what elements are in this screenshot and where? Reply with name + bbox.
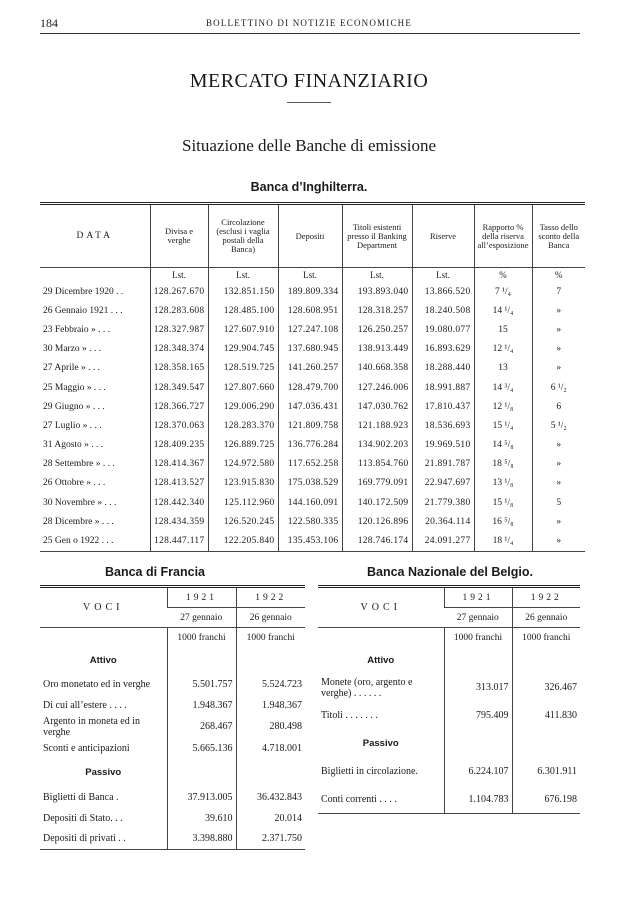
table-row	[40, 436, 585, 455]
table-row	[40, 531, 585, 551]
table-cell: 132.851.150	[208, 282, 278, 301]
section-heading-belgio: Banca Nazionale del Belgio.	[366, 565, 533, 579]
table-belgio	[318, 585, 580, 814]
row-label: Titoli . . . . . . .	[321, 710, 378, 721]
unit-cell: 1000 franchi	[167, 628, 236, 648]
table-row	[40, 474, 585, 493]
table-row	[40, 416, 585, 435]
table-row	[40, 455, 585, 474]
unit-cell: %	[474, 268, 532, 283]
table-cell: »	[532, 359, 585, 378]
table-cell: 126.250.257	[342, 320, 412, 339]
value-1921: 3.398.880	[167, 829, 236, 850]
col-header-depositi: Depositi	[278, 204, 342, 268]
table-francia	[40, 585, 305, 850]
value-1922: 2.371.750	[236, 829, 305, 850]
table-row	[318, 786, 580, 814]
col-header-rapporto: Rapporto % della riserva all’esposizione	[474, 204, 532, 268]
table-cell: 128.608.951	[278, 301, 342, 320]
empty-cell	[512, 648, 580, 674]
row-label: Conti correnti . . . .	[318, 786, 444, 814]
value-1922: 676.198	[512, 786, 580, 814]
title-rule	[287, 102, 331, 103]
table-cell: 7	[532, 282, 585, 301]
row-label: Depositi di privati . .	[40, 829, 167, 850]
table-cell: 128.485.100	[208, 301, 278, 320]
table-cell: 21.779.380	[412, 493, 474, 512]
value-1921: 37.913.005	[167, 787, 236, 808]
table-cell: 5	[532, 493, 585, 512]
table-cell: 120.126.896	[342, 512, 412, 531]
table-cell: 127.247.108	[278, 320, 342, 339]
table-cell: 7 ¹/₄	[474, 282, 532, 301]
page-title: MERCATO FINANZIARIO	[189, 70, 429, 92]
row-date: 28 Settembre » . . .	[43, 459, 115, 470]
col-header-year-1921: 1921	[167, 587, 236, 608]
table-cell: 128.413.527	[150, 474, 208, 493]
table-row	[40, 716, 305, 738]
row-date: 23 Febbraio » . . .	[43, 324, 111, 335]
table-cell: 14 ³/₄	[474, 378, 532, 397]
table-cell: 123.915.830	[208, 474, 278, 493]
table-row	[40, 674, 305, 695]
table-cell: 124.972.580	[208, 455, 278, 474]
table-row	[318, 758, 580, 786]
row-label: Di cui all’estere . . . .	[43, 699, 127, 711]
table-cell: 12 ¹/₄	[474, 340, 532, 359]
unit-cell: 1000 franchi	[444, 628, 512, 648]
unit-cell: Lst.	[342, 268, 412, 283]
table-row	[40, 808, 305, 829]
table-cell: 21.891.787	[412, 455, 474, 474]
table-cell: 19.969.510	[412, 436, 474, 455]
table-cell: »	[532, 340, 585, 359]
table-cell: 18.288.440	[412, 359, 474, 378]
col-header-circolazione: Circolazione (esclusi i vaglia postali della Banca)	[208, 204, 278, 268]
table-cell: 24.091.277	[412, 531, 474, 551]
table-cell: 126.889.725	[208, 436, 278, 455]
row-date: 27 Aprile » . . .	[43, 363, 100, 374]
value-1922: 6.301.911	[512, 758, 580, 786]
table-cell: 18.991.887	[412, 378, 474, 397]
value-1922: 280.498	[236, 716, 305, 738]
table-row	[318, 702, 580, 730]
table-cell: 13	[474, 359, 532, 378]
table-cell: 140.172.509	[342, 493, 412, 512]
row-date: 29 Giugno » . . .	[43, 401, 105, 412]
table-cell: 129.006.290	[208, 397, 278, 416]
table-cell: 18.536.693	[412, 416, 474, 435]
table-cell: 128.442.340	[150, 493, 208, 512]
empty-cell	[444, 730, 512, 758]
row-date: 30 Novembre » . . .	[43, 497, 117, 508]
table-row	[40, 320, 585, 339]
value-1921: 6.224.107	[444, 758, 512, 786]
table-cell: 13 ¹/₈	[474, 474, 532, 493]
table-cell: 20.364.114	[412, 512, 474, 531]
table-cell: 128.283.608	[150, 301, 208, 320]
value-1921: 1.948.367	[167, 695, 236, 716]
value-1921: 795.409	[444, 702, 512, 730]
unit-cell: 1000 franchi	[236, 628, 305, 648]
attivo-label: Attivo	[89, 655, 117, 666]
col-header-year-1922: 1922	[512, 587, 580, 608]
running-title: BOLLETTINO DI NOTIZIE ECONOMICHE	[205, 18, 413, 28]
table-cell: 122.580.335	[278, 512, 342, 531]
unit-cell: Lst.	[208, 268, 278, 283]
table-cell: 128.348.374	[150, 340, 208, 359]
section-heading-inghilterra: Banca d’Inghilterra.	[250, 180, 368, 194]
section-heading-francia: Banca di Francia	[104, 565, 206, 579]
value-1921: 268.467	[167, 716, 236, 738]
table-cell: 6	[532, 397, 585, 416]
table-cell: 128.358.165	[150, 359, 208, 378]
table-cell: 127.807.660	[208, 378, 278, 397]
unit-cell: Lst.	[278, 268, 342, 283]
table-cell: 128.349.547	[150, 378, 208, 397]
table-cell: »	[532, 474, 585, 493]
table-cell: »	[532, 436, 585, 455]
table-cell: 122.205.840	[208, 531, 278, 551]
col-header-voci: VOCI	[318, 587, 444, 628]
row-date: 25 Gen o 1922 . . .	[40, 531, 150, 551]
col-header-tasso: Tasso dello sconto della Banca	[532, 204, 585, 268]
table-cell: 13.866.520	[412, 282, 474, 301]
table-cell: 17.810.437	[412, 397, 474, 416]
value-1922: 411.830	[512, 702, 580, 730]
table-row	[40, 493, 585, 512]
table-cell: 127.246.006	[342, 378, 412, 397]
table-cell: 144.160.091	[278, 493, 342, 512]
table-cell: 128.366.727	[150, 397, 208, 416]
value-1921: 5.665.136	[167, 738, 236, 759]
col-header-riserve: Riserve	[412, 204, 474, 268]
row-label: Depositi di Stato. . .	[43, 812, 123, 824]
table-cell: 128.409.235	[150, 436, 208, 455]
table-cell: 18 ⁵/₈	[474, 455, 532, 474]
table-cell: 121.809.758	[278, 416, 342, 435]
col-header-voci: VOCI	[40, 587, 167, 628]
col-header-divisa: Divisa e verghe	[150, 204, 208, 268]
col-header-date-2: 26 gennaio	[512, 608, 580, 628]
table-cell: 6 ¹/₂	[532, 378, 585, 397]
table-cell: 15	[474, 320, 532, 339]
table-row	[40, 738, 305, 759]
attivo-label: Attivo	[367, 655, 395, 666]
empty-cell	[318, 628, 444, 648]
empty-cell	[167, 759, 236, 787]
table-cell: 193.893.040	[342, 282, 412, 301]
table-cell: 129.904.745	[208, 340, 278, 359]
row-label: Monete (oro, argento e verghe) . . . . . .	[321, 676, 413, 699]
table-cell: »	[532, 320, 585, 339]
table-row	[40, 512, 585, 531]
col-header-date-1: 27 gennaio	[167, 608, 236, 628]
unit-cell: 1000 franchi	[512, 628, 580, 648]
units-row	[40, 628, 305, 648]
units-row	[318, 628, 580, 648]
table-cell: 16 ⁵/₈	[474, 512, 532, 531]
table-cell: 15 ¹/₄	[474, 416, 532, 435]
table-cell: 169.779.091	[342, 474, 412, 493]
value-1922: 20.014	[236, 808, 305, 829]
table-cell: 128.327.987	[150, 320, 208, 339]
table-cell: 128.318.257	[342, 301, 412, 320]
attivo-header-row	[40, 648, 305, 674]
table-cell: 138.913.449	[342, 340, 412, 359]
table-cell: 128.370.063	[150, 416, 208, 435]
table-row	[40, 359, 585, 378]
table-cell: »	[532, 512, 585, 531]
table-cell: 128.283.370	[208, 416, 278, 435]
table-cell: 175.038.529	[278, 474, 342, 493]
row-label: Argento in moneta ed in verghe	[43, 715, 141, 738]
row-date: 26 Ottobre » . . .	[43, 478, 106, 489]
col-header-data: DATA	[40, 204, 150, 268]
empty-cell	[236, 759, 305, 787]
unit-cell: %	[532, 268, 585, 283]
table-inghilterra	[40, 202, 585, 552]
value-1922: 4.718.001	[236, 738, 305, 759]
table-cell: 16.893.629	[412, 340, 474, 359]
table-cell: 147.036.431	[278, 397, 342, 416]
table-cell: 147.030.762	[342, 397, 412, 416]
table-row	[40, 378, 585, 397]
table-cell: 5 ¹/₂	[532, 416, 585, 435]
table-cell: 121.188.923	[342, 416, 412, 435]
passivo-header-row	[318, 730, 580, 758]
value-1921: 313.017	[444, 674, 512, 702]
table-cell: 128.434.359	[150, 512, 208, 531]
table-row	[40, 787, 305, 808]
row-date: 26 Gennaio 1921 . . .	[43, 305, 123, 316]
empty-cell	[167, 648, 236, 674]
col-header-date-2: 26 gennaio	[236, 608, 305, 628]
row-date: 25 Maggio » . . .	[43, 382, 106, 393]
table-cell: 134.902.203	[342, 436, 412, 455]
table-cell: 22.947.697	[412, 474, 474, 493]
table-cell: 14 ¹/₄	[474, 301, 532, 320]
col-header-titoli: Titoli esistenti presso il Banking Department	[342, 204, 412, 268]
table-cell: 128.519.725	[208, 359, 278, 378]
table-cell: 125.112.960	[208, 493, 278, 512]
table-cell: 137.680.945	[278, 340, 342, 359]
passivo-label: Passivo	[85, 767, 122, 778]
empty-cell	[444, 648, 512, 674]
row-date: 27 Luglio » . . .	[43, 420, 102, 431]
col-header-year-1922: 1922	[236, 587, 305, 608]
table-cell: 128.447.117	[150, 531, 208, 551]
col-header-date-1: 27 gennaio	[444, 608, 512, 628]
table-cell: 15 ¹/₈	[474, 493, 532, 512]
units-row	[40, 268, 585, 283]
passivo-header-row	[40, 759, 305, 787]
unit-cell: Lst.	[150, 268, 208, 283]
table-cell: »	[532, 455, 585, 474]
page-subtitle: Situazione delle Banche di emissione	[182, 136, 436, 155]
empty-cell	[40, 628, 167, 648]
table-cell: 128.267.670	[150, 282, 208, 301]
row-date: 30 Marzo » . . .	[43, 344, 102, 355]
table-cell: 128.414.367	[150, 455, 208, 474]
table-cell: 127.607.910	[208, 320, 278, 339]
value-1922: 326.467	[512, 674, 580, 702]
value-1921: 5.501.757	[167, 674, 236, 695]
row-label: Biglietti di Banca .	[43, 791, 119, 803]
table-cell: 128.479.700	[278, 378, 342, 397]
empty-cell	[236, 648, 305, 674]
table-cell: 189.809.334	[278, 282, 342, 301]
table-cell: 18 ¹/₄	[474, 531, 532, 551]
table-cell: »	[532, 531, 585, 551]
table-row	[40, 695, 305, 716]
table-row	[40, 301, 585, 320]
value-1921: 1.104.783	[444, 786, 512, 814]
table-cell: 117.652.258	[278, 455, 342, 474]
attivo-header-row	[318, 648, 580, 674]
row-date: 29 Dicembre 1920 . .	[43, 286, 124, 297]
value-1922: 1.948.367	[236, 695, 305, 716]
passivo-label: Passivo	[362, 738, 399, 749]
empty-cell	[512, 730, 580, 758]
table-row	[40, 282, 585, 301]
table-cell: 12 ¹/₈	[474, 397, 532, 416]
table-cell: 141.260.257	[278, 359, 342, 378]
table-cell: »	[532, 301, 585, 320]
row-label: Oro monetato ed in verghe	[43, 678, 151, 690]
table-row	[40, 829, 305, 850]
header-rule	[40, 33, 580, 34]
table-cell: 128.746.174	[342, 531, 412, 551]
row-label: Biglietti in circolazione.	[321, 766, 418, 777]
table-cell: 136.776.284	[278, 436, 342, 455]
row-label: Sconti e anticipazioni	[43, 742, 130, 754]
table-cell: 19.080.077	[412, 320, 474, 339]
table-cell: 135.453.106	[278, 531, 342, 551]
table-row	[318, 674, 580, 702]
value-1922: 36.432.843	[236, 787, 305, 808]
col-header-year-1921: 1921	[444, 587, 512, 608]
table-cell: 113.854.760	[342, 455, 412, 474]
unit-cell	[40, 268, 150, 283]
value-1921: 39.610	[167, 808, 236, 829]
row-date: 31 Agosto » . . .	[43, 440, 104, 451]
page-number: 184	[40, 16, 58, 30]
unit-cell: Lst.	[412, 268, 474, 283]
value-1922: 5.524.723	[236, 674, 305, 695]
table-cell: 140.668.358	[342, 359, 412, 378]
table-cell: 18.240.508	[412, 301, 474, 320]
table-row	[40, 340, 585, 359]
table-cell: 14 ⁵/₈	[474, 436, 532, 455]
table-row	[40, 397, 585, 416]
row-date: 28 Dicembre » . . .	[43, 516, 114, 527]
table-cell: 126.520.245	[208, 512, 278, 531]
